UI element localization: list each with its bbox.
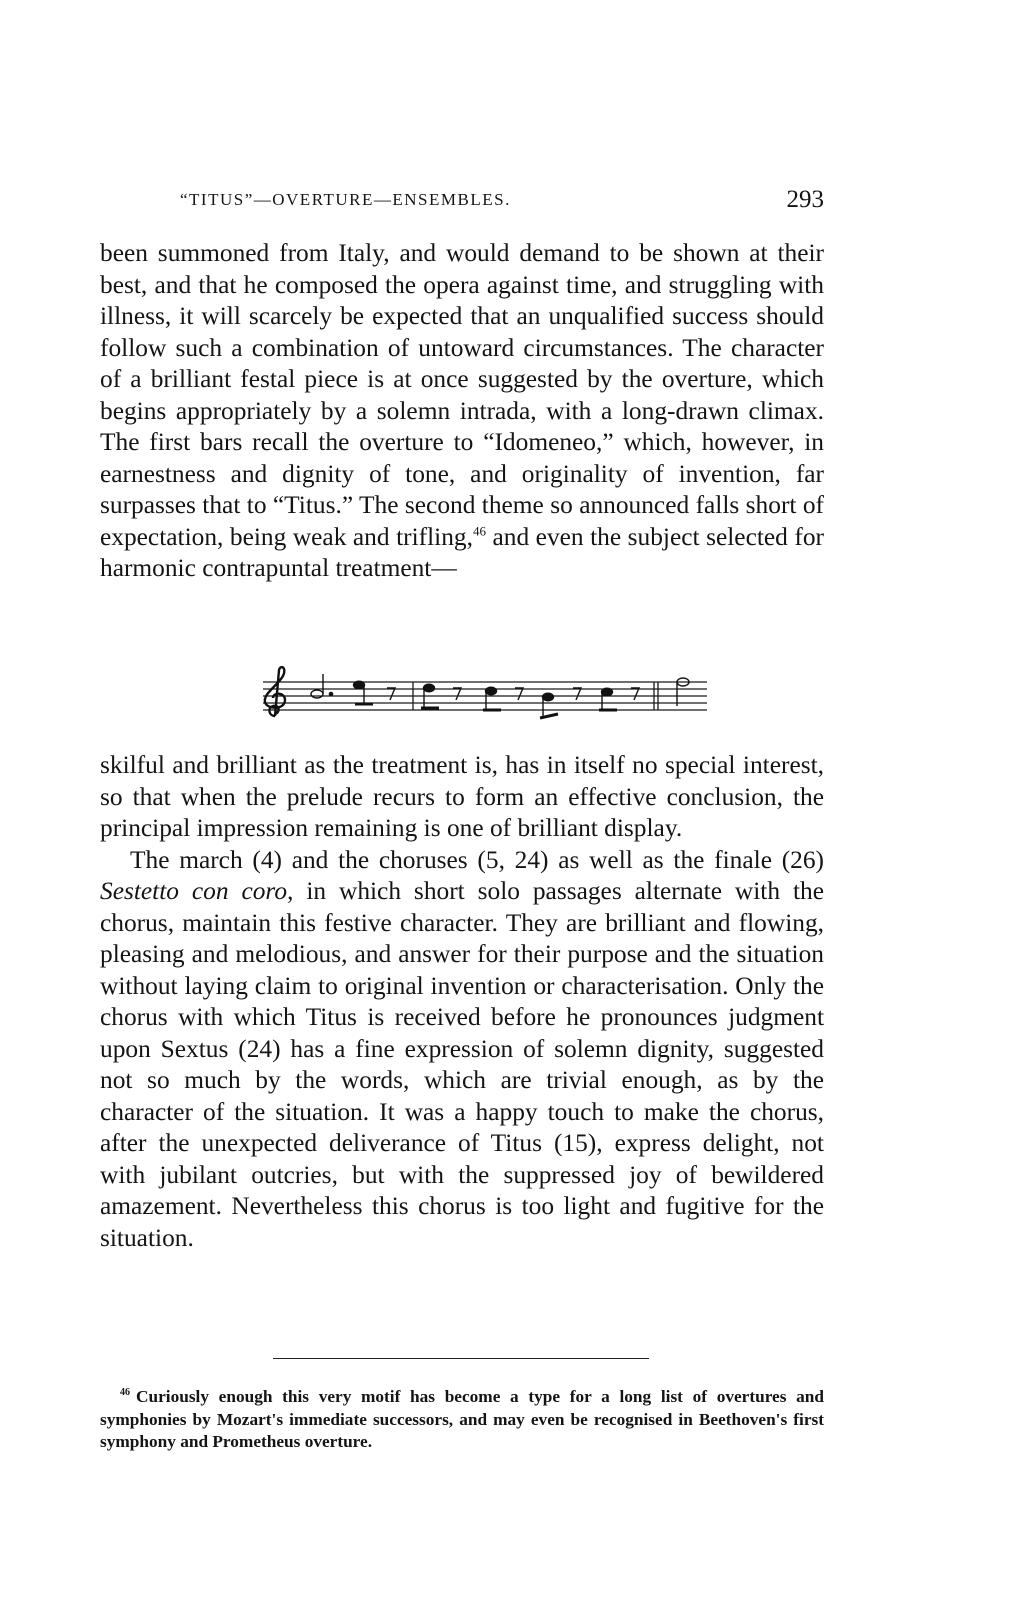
body-text-upper: [100, 238, 824, 585]
italic-title: Sestetto con coro,: [100, 877, 294, 905]
footnote-divider: [273, 1358, 649, 1359]
footnote-reference: 46: [472, 523, 486, 539]
page-header: [100, 186, 824, 220]
footnote: [100, 1386, 824, 1454]
footnote-text: Curiously enough this very motif has become a type for a long list of overtures and symphonies by Mozart's immediate successors, and may even be recognised in Beethoven's first symphony and Prometheus overture.: [100, 1387, 824, 1451]
paragraph-1: been summoned from Italy, and would demand to be shown at their best, and that he composed the opera against time, and struggling with illness, it will scarcely be expected that an unqualified success should follow such a combination of untoward circumstances. The character of a brilliant festal piece is at once suggested by the overture, which begins appropriately by a solemn intrada, with a long-drawn climax. The first bars recall the overture to “Idomeneo,” which, however, in earnestness and dignity of tone, and originality of invention, far surpasses that to “Titus.” The second theme so announced falls short of expectation, being weak and trifling,$^{46}$ and even the subject selected for harmonic contrapuntal treatment—: [100, 239, 824, 582]
page-number: 293: [786, 186, 824, 213]
footnote-mark: 46: [120, 1387, 130, 1399]
music-staff-icon: [255, 664, 715, 720]
paragraph-2: skilful and brilliant as the treatment is, has in itself no special interest, so that when the prelude recurs to form an effective conclusion, the principal impression remaining is one of brilliant display.: [100, 751, 824, 842]
running-title: “TITUS”—OVERTURE—ENSEMBLES.: [180, 190, 511, 209]
body-text-lower: [100, 750, 824, 1254]
treble-clef-icon: [265, 667, 285, 716]
paragraph-3: The march (4) and the choruses (5, 24) as well as the finale (26) Sestetto con coro, in which short solo passages alternate with the chorus, maintain this festive character. They are brilliant and flowing, pleasing and melodious, and answer for their purpose and the situation without laying claim to original invention or characterisation. Only the chorus with which Titus is received before he pronounces judgment upon Sextus (24) has a fine expression of solemn dignity, suggested not so much by the words, which are trivial enough, as by the character of the situation. It was a happy touch to make the chorus, after the unexpected deliverance of Titus (15), express delight, not with jubilant outcries, but with the suppressed joy of bewildered amazement. Nevertheless this chorus is too light and fugitive for the situation.: [100, 845, 824, 1252]
